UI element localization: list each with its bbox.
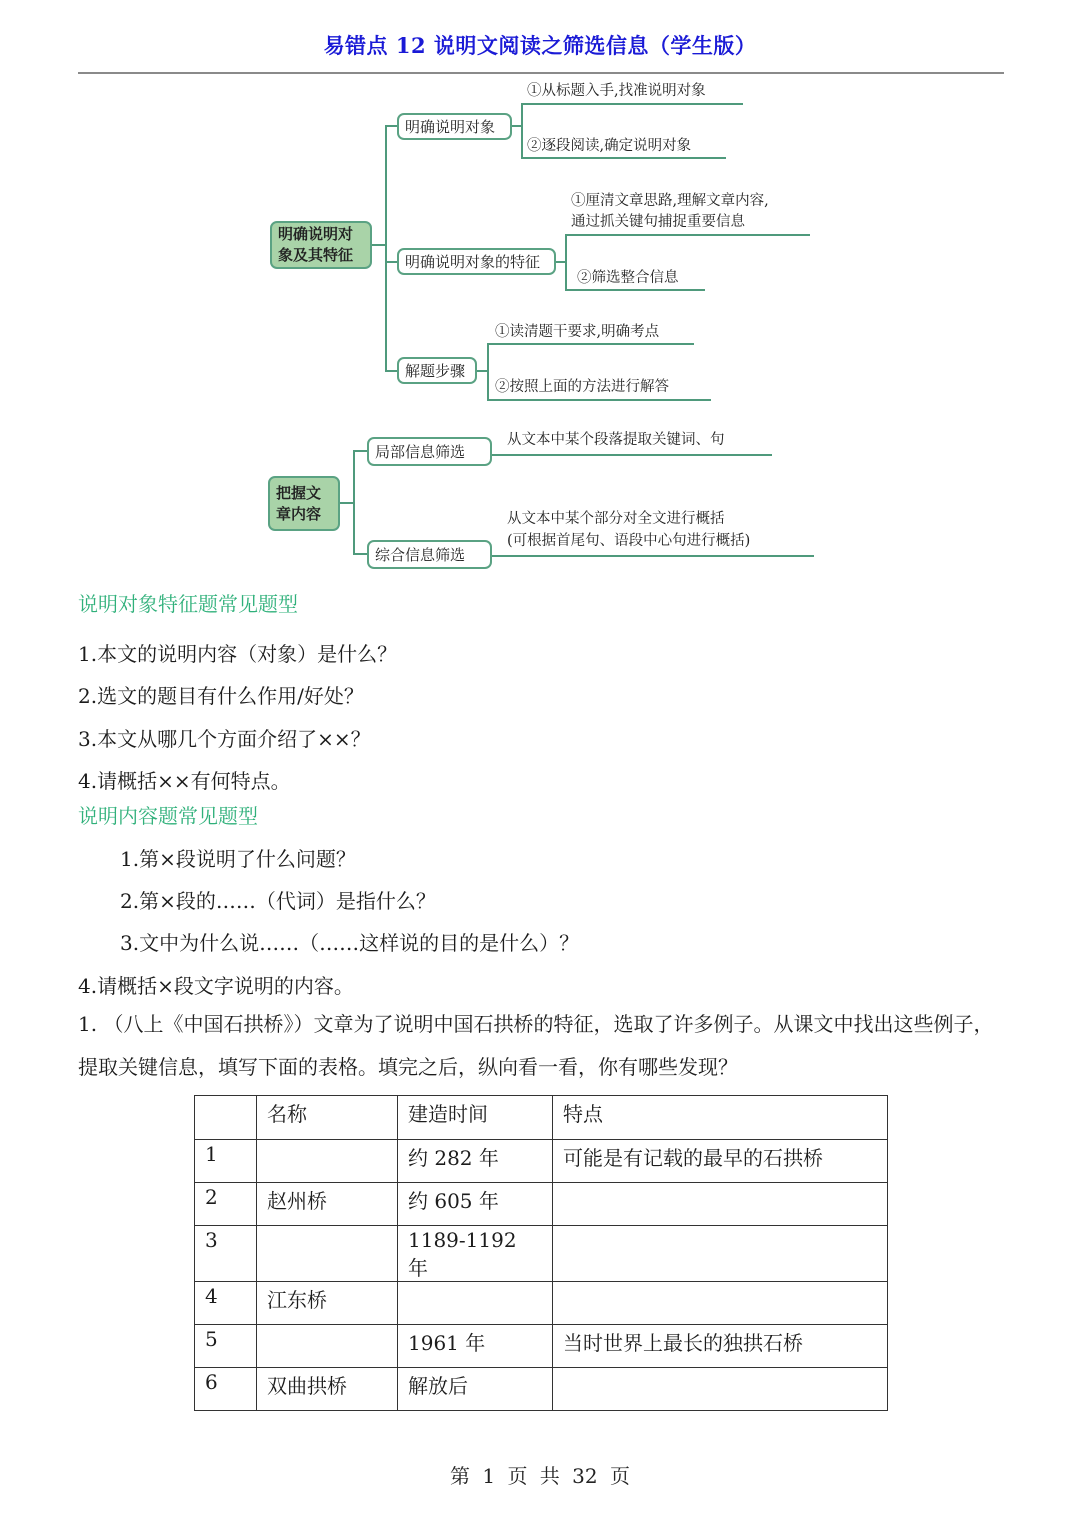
question-type-item: 1.第×段说明了什么问题？ [120,847,356,871]
table-cell-name[interactable] [257,1226,398,1282]
table-cell-time[interactable]: 约 282 年 [398,1140,553,1183]
table-cell-feature[interactable] [553,1183,888,1226]
mindmap-root-1: 明确说明对象及其特征 [270,221,372,269]
leaf-underline [521,157,726,159]
mindmap-leaf: (可根据首尾句、语段中心句进行概括) [507,533,751,549]
table-cell-feature[interactable] [553,1368,888,1411]
table-cell-name[interactable] [257,1325,398,1368]
table-cell-name[interactable]: 双曲拱桥 [257,1368,398,1411]
connector [385,370,397,372]
connector [340,502,354,504]
mindmap-leaf: ②逐段阅读,确定说明对象 [527,138,692,154]
table-cell-time[interactable]: 1961 年 [398,1325,553,1368]
connector [477,370,487,372]
table-cell-feature[interactable]: 可能是有记载的最早的石拱桥 [553,1140,888,1183]
question-type-item: 3.文中为什么说……（……这样说的目的是什么）？ [120,931,580,955]
connector [353,450,367,452]
mindmap-leaf: 通过抓关键句捕捉重要信息 [571,214,745,230]
leaf-underline [492,555,814,557]
table-cell-index: 3 [195,1226,257,1282]
section-heading: 说明内容题常见题型 [78,804,258,828]
connector [487,343,489,401]
connector [521,103,523,158]
leaf-underline [492,454,772,456]
table-cell-name[interactable] [257,1140,398,1183]
page-number: 第 1 页 共 32 页 [450,1464,630,1488]
connector [353,553,367,555]
document-title: 易错点 12 说明文阅读之筛选信息（学生版） [323,33,757,58]
question-type-item: 2.选文的题目有什么作用/好处？ [78,684,364,708]
connector [385,125,387,371]
mindmap-leaf: ①从标题入手,找准说明对象 [527,83,706,99]
mindmap-node-identify-object: 明确说明对象 [397,113,512,140]
connector [385,261,397,263]
mindmap-node-overall-filter: 综合信息筛选 [367,540,492,569]
table-header-cell: 名称 [257,1096,398,1140]
table-header-cell: 建造时间 [398,1096,553,1140]
mindmap-node-solving-steps: 解题步骤 [397,357,477,384]
mindmap-leaf: ②筛选整合信息 [577,270,679,286]
table-row [195,1183,888,1226]
table-cell-index: 5 [195,1325,257,1368]
question-type-item: 4.请概括××有何特点。 [78,769,291,793]
table-cell-time[interactable]: 约 605 年 [398,1183,553,1226]
mindmap-root-2: 把握文章内容 [268,476,340,531]
leaf-underline [487,343,694,345]
table-cell-time[interactable] [398,1282,553,1325]
leaf-underline [521,103,743,105]
connector [385,125,397,127]
table-cell-index: 1 [195,1140,257,1183]
leaf-underline [487,399,711,401]
table-cell-feature[interactable]: 当时世界上最长的独拱石桥 [553,1325,888,1368]
table-row [195,1282,888,1325]
table-cell-name[interactable]: 江东桥 [257,1282,398,1325]
mindmap-node-local-filter: 局部信息筛选 [367,437,492,466]
table-cell-index: 4 [195,1282,257,1325]
table-cell-feature[interactable] [553,1282,888,1325]
table-cell-feature[interactable] [553,1226,888,1282]
table-row [195,1226,888,1282]
table-header-cell [195,1096,257,1140]
table-cell-index: 6 [195,1368,257,1411]
table-row [195,1325,888,1368]
mindmap-leaf: ①读清题干要求,明确考点 [495,324,660,340]
table-cell-name[interactable]: 赵州桥 [257,1183,398,1226]
table-cell-index: 2 [195,1183,257,1226]
header-divider [78,72,1004,74]
table-row [195,1368,888,1411]
bridge-table [194,1095,888,1411]
question-type-item: 4.请概括×段文字说明的内容。 [78,974,354,998]
question-type-item: 3.本文从哪几个方面介绍了××？ [78,727,371,751]
mindmap-leaf: 从文本中某个部分对全文进行概括 [507,511,725,527]
connector [353,450,355,555]
mindmap-leaf: ①厘清文章思路,理解文章内容, [571,193,769,209]
table-header-row [195,1096,888,1140]
question-type-item: 2.第×段的……（代词）是指什么？ [120,889,436,913]
mindmap-node-object-features: 明确说明对象的特征 [397,248,556,275]
connector [372,244,386,246]
leaf-underline [565,234,810,236]
mindmap-leaf: ②按照上面的方法进行解答 [495,379,669,395]
question-type-item: 1.本文的说明内容（对象）是什么？ [78,642,398,666]
table-cell-time[interactable]: 1189-1192 年 [398,1226,553,1282]
section-heading: 说明对象特征题常见题型 [78,592,298,616]
table-header-cell: 特点 [553,1096,888,1140]
table-row [195,1140,888,1183]
table-cell-time[interactable]: 解放后 [398,1368,553,1411]
exercise-question: 1. （八上《中国石拱桥》）文章为了说明中国石拱桥的特征，选取了许多例子。从课文中找出这些例子，提取关键信息，填写下面的表格。填完之后，纵向看一看，你有哪些发现？ [78,1012,994,1079]
leaf-underline [565,289,705,291]
connector [565,234,567,291]
mindmap-leaf: 从文本中某个段落提取关键词、句 [507,432,725,448]
